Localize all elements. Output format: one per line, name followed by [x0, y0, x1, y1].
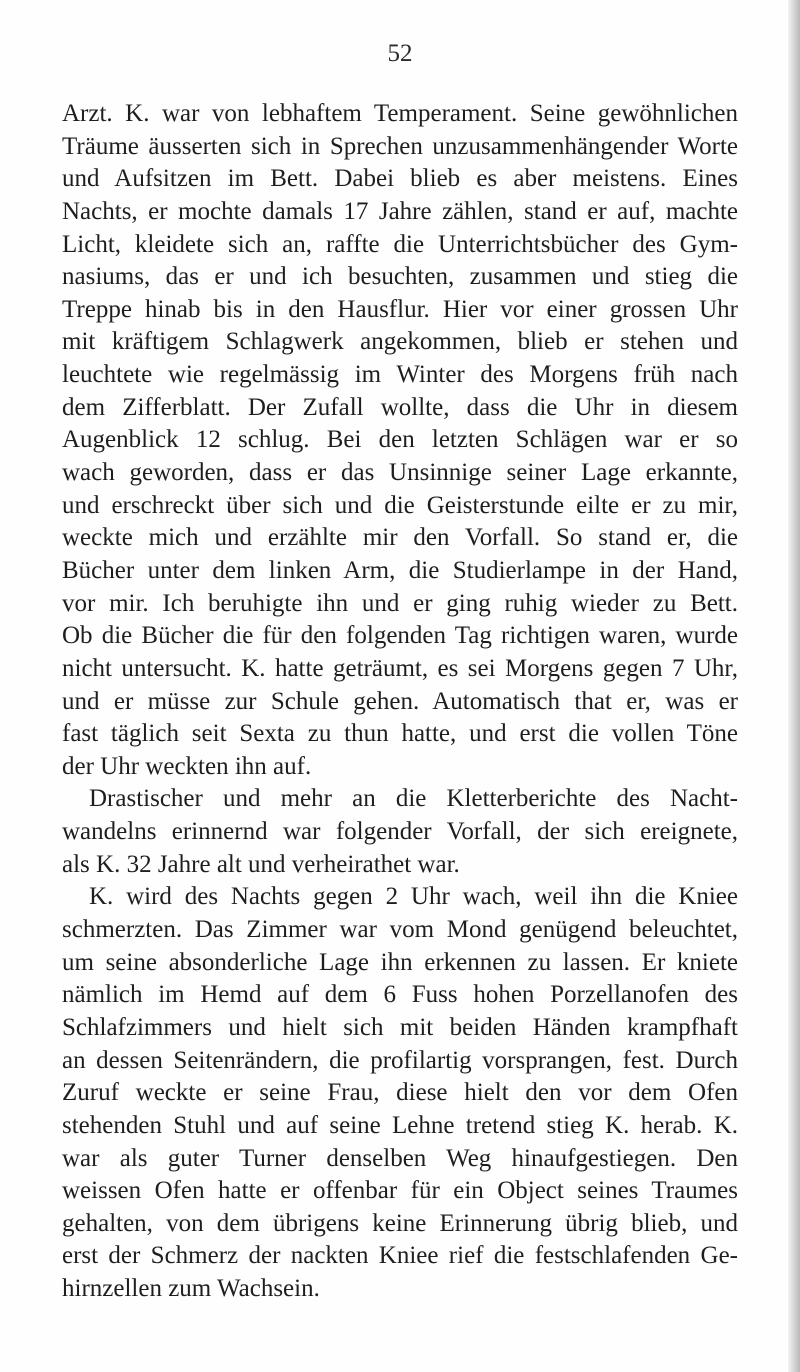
text-line: um seine absonderliche Lage ihn erkennen zu lassen. Er kniete — [62, 948, 738, 976]
text-line: und erschreckt über sich und die Geisterstunde eilte er zu mir, — [62, 491, 738, 519]
text-line: stehenden Stuhl und auf seine Lehne tretend stieg K. herab. K. — [62, 1111, 738, 1139]
text-line: als K. 32 Jahre alt und verheirathet war. — [62, 850, 460, 878]
text-line: Licht, kleidete sich an, raffte die Unterrichtsbücher des Gym- — [62, 230, 738, 258]
text-line: und Aufsitzen im Bett. Dabei blieb es aber meistens. Eines — [62, 165, 738, 193]
text-line: Nachts, er mochte damals 17 Jahre zählen, stand er auf, machte — [62, 197, 738, 225]
text-line: und er müsse zur Schule gehen. Automatisch that er, was er — [62, 687, 738, 715]
text-line: leuchtete wie regelmässig im Winter des Morgens früh nach — [62, 361, 738, 389]
text-line: war als guter Turner denselben Weg hinaufgestiegen. Den — [62, 1144, 738, 1172]
text-line: nasiums, das er und ich besuchten, zusammen und stieg die — [62, 263, 738, 291]
body-text — [62, 98, 738, 1306]
text-line: erst der Schmerz der nackten Kniee rief die festschlafenden Ge- — [62, 1242, 738, 1270]
text-line: Träume äusserten sich in Sprechen unzusammenhängender Worte — [62, 132, 738, 160]
text-line: Zuruf weckte er seine Frau, diese hielt den vor dem Ofen — [62, 1079, 738, 1107]
text-line: fast täglich seit Sexta zu thun hatte, und erst die vollen Töne — [62, 720, 738, 748]
text-line: Bücher unter dem linken Arm, die Studierlampe in der Hand, — [62, 556, 738, 584]
text-line: K. wird des Nachts gegen 2 Uhr wach, weil ihn die Kniee — [89, 883, 738, 911]
text-line: Schlafzimmers und hielt sich mit beiden Händen krampfhaft — [62, 1013, 738, 1041]
text-line: weckte mich und erzählte mir den Vorfall. So stand er, die — [62, 524, 738, 552]
text-line: Arzt. K. war von lebhaftem Temperament. Seine gewöhnlichen — [62, 100, 738, 127]
text-line: gehalten, von dem übrigens keine Erinnerung übrig blieb, und — [62, 1209, 738, 1237]
text-line: dem Zifferblatt. Der Zufall wollte, dass die Uhr in diesem — [62, 393, 738, 421]
page-number: 52 — [387, 40, 413, 67]
text-line: nämlich im Hemd auf dem 6 Fuss hohen Porzellanofen des — [62, 981, 738, 1009]
text-line: Treppe hinab bis in den Hausflur. Hier vor einer grossen Uhr — [62, 295, 738, 323]
page-edge-shadow — [788, 0, 800, 1372]
text-line: Drastischer und mehr an die Kletterberichte des Nacht- — [89, 785, 738, 813]
text-line: weissen Ofen hatte er offenbar für ein Object seines Traumes — [62, 1177, 738, 1205]
text-line: Augenblick 12 schlug. Bei den letzten Schlägen war er so — [62, 426, 738, 454]
text-line: nicht untersucht. K. hatte geträumt, es sei Morgens gegen 7 Uhr, — [62, 654, 738, 682]
text-line: wandelns erinnernd war folgender Vorfall, der sich ereignete, — [62, 818, 738, 846]
text-line: schmerzten. Das Zimmer war vom Mond genügend beleuchtet, — [62, 916, 738, 944]
text-line: vor mir. Ich beruhigte ihn und er ging ruhig wieder zu Bett. — [62, 589, 738, 617]
text-line: mit kräftigem Schlagwerk angekommen, blieb er stehen und — [62, 328, 738, 356]
text-line: hirnzellen zum Wachsein. — [62, 1275, 320, 1303]
text-line: Ob die Bücher die für den folgenden Tag richtigen waren, wurde — [62, 622, 738, 650]
text-line: der Uhr weckten ihn auf. — [62, 752, 312, 780]
text-line: an dessen Seitenrändern, die profilartig vorsprangen, fest. Durch — [62, 1046, 738, 1074]
text-line: wach geworden, dass er das Unsinnige seiner Lage erkannte, — [62, 459, 738, 487]
